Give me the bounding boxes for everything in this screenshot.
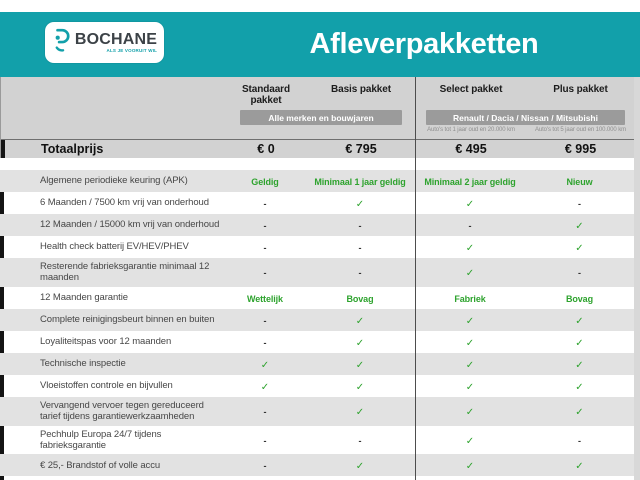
- dash-icon: -: [358, 435, 362, 446]
- note-select: Auto's tot 1 jaar oud en 20.000 km: [427, 127, 515, 133]
- check-icon: ✓: [465, 461, 475, 473]
- row-label: Technische inspectie: [40, 358, 126, 370]
- table-row: [0, 454, 634, 476]
- top-strip: [0, 0, 640, 12]
- dash-icon: -: [263, 435, 267, 446]
- dash-icon: -: [263, 461, 267, 472]
- value-text: Bovag: [346, 293, 374, 304]
- bochane-logo: [45, 22, 164, 63]
- row-label: Resterende fabrieksgarantie minimaal 12 maanden: [40, 261, 210, 284]
- value-text: Minimaal 2 jaar geldig: [424, 177, 516, 187]
- header-body-gap: [0, 158, 634, 170]
- check-icon: ✓: [465, 268, 475, 280]
- check-icon: ✓: [575, 243, 584, 254]
- column-group-divider: [415, 77, 416, 480]
- price-standaard: € 0: [257, 142, 275, 156]
- dash-icon: -: [263, 315, 267, 326]
- check-icon: ✓: [355, 381, 365, 393]
- column-names-row: [1, 77, 634, 106]
- row-label: Loyaliteitspas voor 12 maanden: [40, 336, 172, 348]
- check-icon: ✓: [465, 199, 475, 210]
- table-row: [0, 426, 634, 455]
- check-icon: ✓: [355, 337, 365, 349]
- column-header-select: Select pakket: [439, 84, 503, 95]
- check-icon: ✓: [575, 407, 584, 419]
- value-text: Minimaal 1 jaar geldig: [314, 177, 406, 187]
- table-row: [0, 287, 634, 309]
- row-label: 12 Maanden / 15000 km vrij van onderhoud: [40, 219, 220, 231]
- check-icon: ✓: [465, 243, 475, 254]
- dash-icon: -: [358, 268, 362, 279]
- page-title: Afleverpakketten: [309, 27, 539, 60]
- total-price-row: [1, 139, 634, 158]
- table-row: [0, 309, 634, 331]
- dash-icon: -: [263, 407, 267, 418]
- table-row: [0, 353, 634, 375]
- check-icon: ✓: [355, 461, 365, 473]
- dash-icon: -: [263, 221, 267, 231]
- dash-icon: -: [263, 337, 267, 348]
- value-text: Bovag: [565, 293, 593, 304]
- check-icon: ✓: [355, 199, 365, 210]
- check-icon: ✓: [355, 359, 365, 371]
- total-price-label: Totaalprijs: [41, 142, 104, 156]
- check-icon: ✓: [575, 221, 584, 232]
- value-text: Geldig: [251, 177, 279, 187]
- check-icon: ✓: [465, 315, 475, 327]
- table-row: [0, 397, 634, 426]
- check-icon: ✓: [355, 407, 365, 419]
- row-label: € 25,- Brandstof of volle accu: [40, 459, 161, 471]
- check-icon: ✓: [575, 359, 584, 371]
- dash-icon: -: [578, 199, 581, 209]
- check-icon: ✓: [465, 435, 475, 447]
- column-header-plus: Plus pakket: [553, 84, 608, 95]
- logo-tagline: ALS JE VOORUIT WIL: [106, 48, 158, 53]
- logo-text: [75, 32, 157, 54]
- bochane-mirror-icon: [52, 27, 71, 59]
- check-icon: ✓: [465, 359, 475, 371]
- table-row: [0, 192, 634, 214]
- check-icon: ✓: [575, 381, 584, 393]
- row-label: Health check batterij EV/HEV/PHEV: [40, 241, 189, 253]
- header-banner: [0, 12, 640, 77]
- logo-name: BOCHANE: [74, 30, 158, 48]
- content-area: [0, 77, 640, 480]
- note-plus: Auto's tot 5 jaar oud en 100.000 km: [534, 127, 627, 133]
- dash-icon: -: [263, 199, 267, 209]
- check-icon: ✓: [465, 337, 475, 349]
- table-body: [0, 170, 634, 476]
- row-label: 6 Maanden / 7500 km vrij van onderhoud: [40, 197, 209, 209]
- table-row: [0, 214, 634, 236]
- check-icon: ✓: [575, 461, 584, 473]
- price-plus: € 995: [564, 142, 597, 156]
- dash-icon: -: [358, 243, 362, 253]
- value-text: Fabriek: [454, 293, 486, 304]
- table-header: [0, 77, 634, 158]
- price-select: € 495: [455, 142, 487, 156]
- table-row: [0, 236, 634, 258]
- dash-icon: -: [263, 268, 267, 279]
- check-icon: ✓: [465, 407, 475, 419]
- dash-icon: -: [578, 435, 581, 446]
- table-row: [0, 331, 634, 353]
- dash-icon: -: [468, 221, 472, 231]
- check-icon: ✓: [575, 315, 584, 327]
- packages-table: [0, 77, 634, 480]
- column-header-standaard: Standaard pakket: [241, 84, 290, 106]
- price-basis: € 795: [345, 142, 377, 156]
- row-label: Vervangend vervoer tegen gereduceerd tarief tijdens garantiewerkzaamheden: [40, 399, 204, 423]
- notes-row: [1, 127, 634, 136]
- row-label: Algemene periodieke keuring (APK): [40, 175, 188, 187]
- dash-icon: -: [263, 243, 267, 253]
- dash-icon: -: [358, 221, 362, 231]
- badge-alle-merken: Alle merken en bouwjaren: [240, 110, 402, 125]
- table-row: [0, 375, 634, 397]
- dash-icon: -: [578, 268, 581, 279]
- table-bottom-padding: [0, 476, 634, 480]
- check-icon: ✓: [465, 381, 475, 393]
- check-icon: ✓: [355, 315, 365, 327]
- table-row: [0, 170, 634, 192]
- badge-merken-select-plus: Renault / Dacia / Nissan / Mitsubishi: [426, 110, 625, 125]
- row-label: Vloeistoffen controle en bijvullen: [40, 380, 173, 392]
- value-text: Wettelijk: [247, 293, 283, 304]
- row-label: Pechhulp Europa 24/7 tijdens fabrieksgarantie: [40, 428, 162, 451]
- table-row: [0, 258, 634, 287]
- value-text: Nieuw: [566, 177, 593, 187]
- check-icon: ✓: [260, 381, 270, 393]
- row-label: Complete reinigingsbeurt binnen en buiten: [40, 314, 215, 326]
- row-label: 12 Maanden garantie: [40, 292, 128, 304]
- column-header-basis: Basis pakket: [331, 84, 391, 95]
- check-icon: ✓: [260, 359, 270, 371]
- badges-row: [1, 110, 634, 125]
- check-icon: ✓: [575, 337, 584, 349]
